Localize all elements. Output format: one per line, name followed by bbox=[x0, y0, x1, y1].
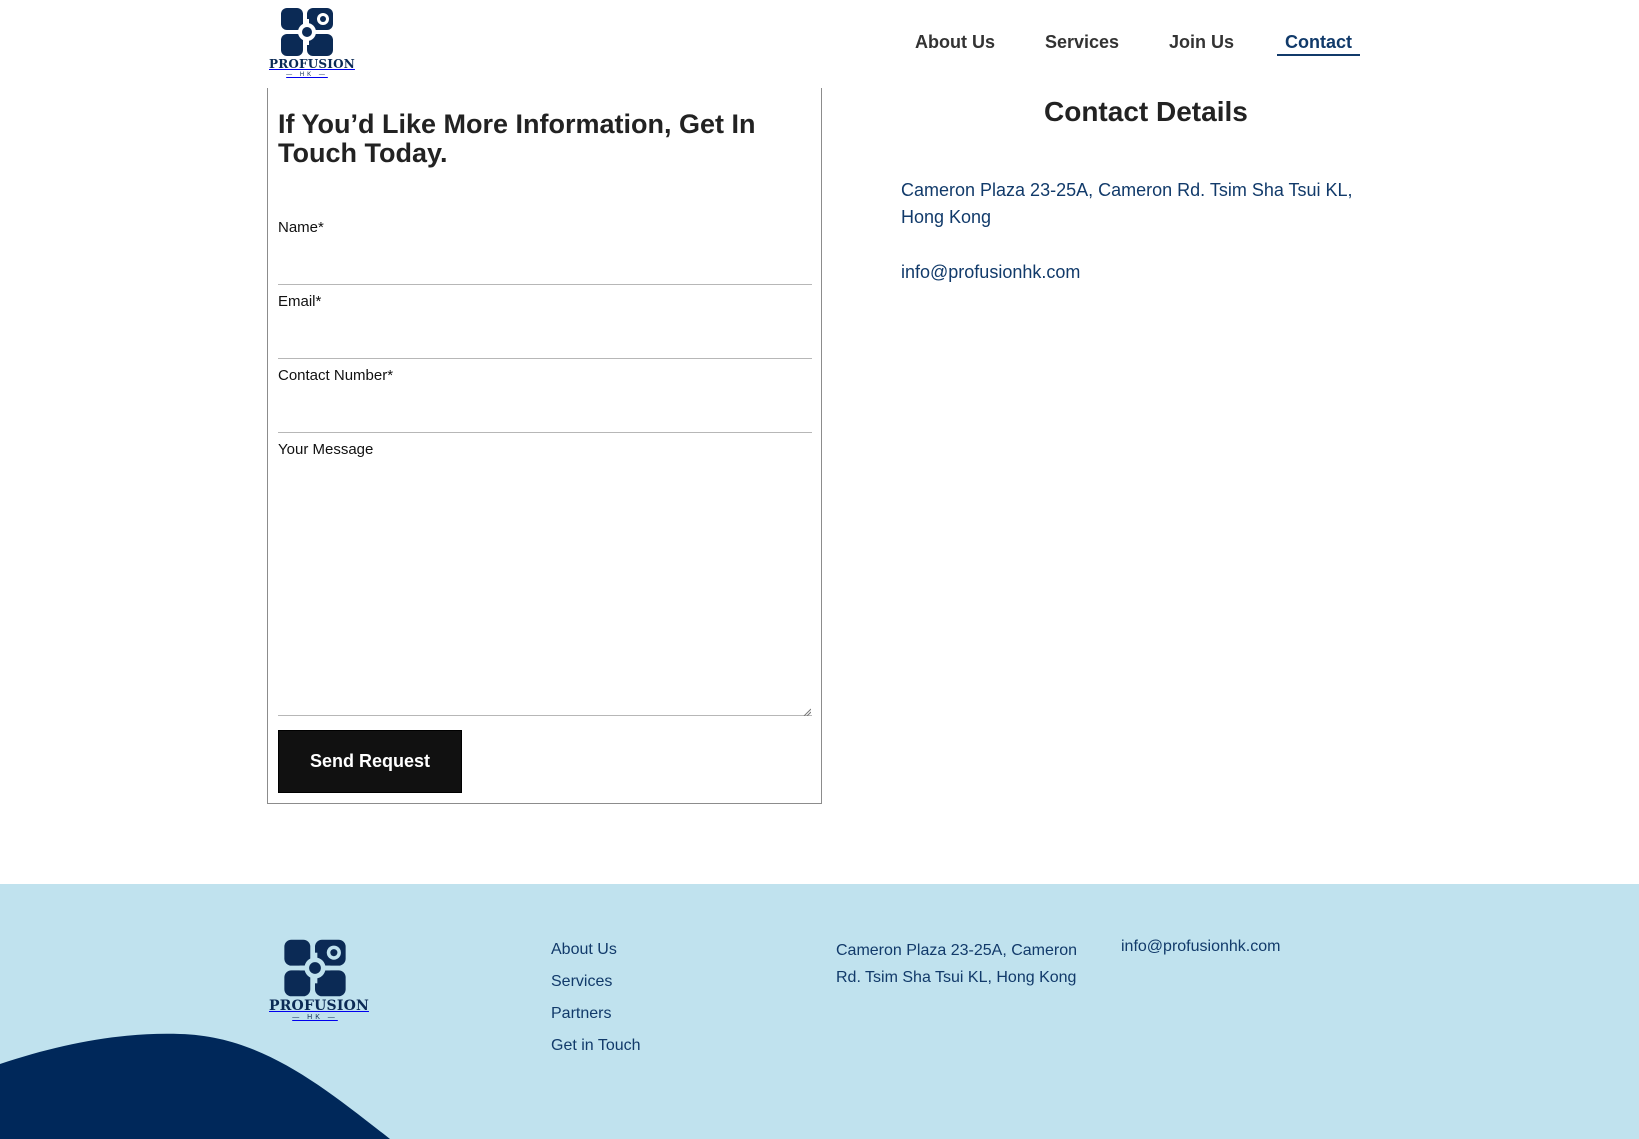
contact-form-panel bbox=[267, 88, 822, 804]
footer-address: Cameron Plaza 23-25A, Cameron Rd. Tsim Sha Tsui KL, Hong Kong bbox=[836, 942, 1078, 986]
footer-logo[interactable] bbox=[269, 937, 369, 1027]
footer-logo-wordmark: PROFUSION bbox=[269, 998, 369, 1014]
main-nav bbox=[0, 30, 1639, 60]
footer-wave-decoration bbox=[0, 884, 1639, 1139]
email-label: Email* bbox=[278, 293, 322, 310]
form-title: If You’d Like More Information, Get In Touch Today. bbox=[278, 109, 756, 168]
gear-tile-logo-icon bbox=[282, 937, 348, 999]
resize-grip-icon[interactable] bbox=[803, 708, 811, 716]
message-label: Your Message bbox=[278, 441, 374, 458]
footer-logo-subtitle: — HK — bbox=[292, 1014, 338, 1021]
footer-link-about-us[interactable]: About Us bbox=[551, 941, 617, 958]
name-field[interactable] bbox=[278, 255, 812, 285]
footer-link-get-in-touch[interactable]: Get in Touch bbox=[551, 1037, 641, 1054]
contact-number-field[interactable] bbox=[278, 403, 812, 433]
footer-nav bbox=[551, 940, 751, 1068]
footer-link-services[interactable]: Services bbox=[551, 973, 613, 990]
name-label: Name* bbox=[278, 219, 324, 236]
nav-active-indicator bbox=[1277, 54, 1360, 56]
contact-details-title: Contact Details bbox=[1044, 96, 1248, 127]
nav-join-us[interactable]: Join Us bbox=[1169, 32, 1235, 52]
contact-address: Cameron Plaza 23-25A, Cameron Rd. Tsim Sha Tsui KL, Hong Kong bbox=[901, 180, 1353, 227]
message-field[interactable] bbox=[278, 464, 812, 716]
contact-email-link[interactable]: info@profusionhk.com bbox=[901, 262, 1081, 282]
site-footer bbox=[0, 884, 1639, 1139]
nav-services[interactable]: Services bbox=[1045, 32, 1120, 52]
send-request-button[interactable]: Send Request bbox=[278, 730, 462, 793]
footer-link-partners[interactable]: Partners bbox=[551, 1005, 612, 1022]
nav-about-us[interactable]: About Us bbox=[915, 32, 995, 52]
nav-contact[interactable]: Contact bbox=[1285, 32, 1352, 52]
contact-number-label: Contact Number* bbox=[278, 367, 394, 384]
site-header bbox=[0, 0, 1639, 88]
logo-subtitle: — HK — bbox=[286, 72, 328, 78]
footer-email-link[interactable]: info@profusionhk.com bbox=[1121, 938, 1281, 955]
logo-wordmark: PROFUSION bbox=[269, 57, 355, 71]
email-field[interactable] bbox=[278, 329, 812, 359]
